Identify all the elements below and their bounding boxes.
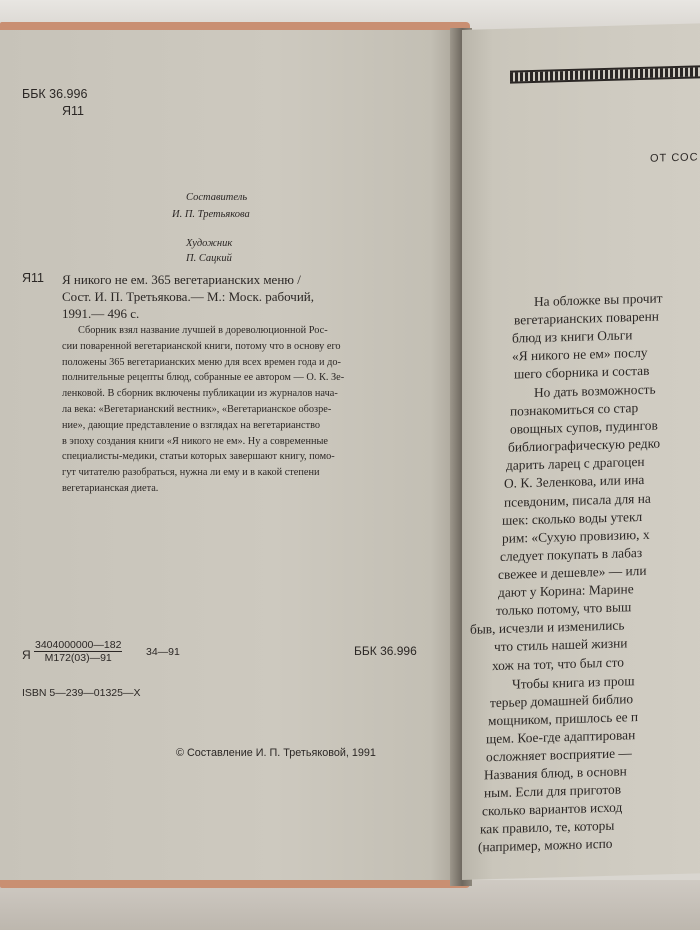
annotation-line: положены 365 вегетарианских меню для всех времен года и до- xyxy=(62,356,341,368)
body-line: терьер домашней библио xyxy=(490,691,634,711)
annotation-line: гут читателю разобраться, нужна ли ему и в какой степени xyxy=(62,467,320,479)
catalog-line: Сост. И. П. Третьякова.— М.: Моск. рабочий, xyxy=(62,289,315,304)
annotation-line: вегетарианская диета. xyxy=(62,482,159,494)
annotation xyxy=(62,323,344,497)
catalog-line: Я никого не ем. 365 вегетарианских меню / xyxy=(62,272,301,287)
annotation-line: ние», дающие представление о взглядах на вегетарианство xyxy=(62,419,321,431)
body-line: Названия блюд, в основн xyxy=(484,763,627,783)
annotation-line: сии поваренной вегетарианской книги, потому что в основу его xyxy=(62,340,341,352)
body-line: вегетарианских поваренн xyxy=(514,308,659,328)
ornamental-border xyxy=(510,64,700,83)
body-line: хож на тот, что был сто xyxy=(492,654,624,674)
catalog-entry xyxy=(62,271,314,322)
annotation-line: ленковой. В сборник включены публикации из журналов нача- xyxy=(62,388,338,400)
body-line: шего сборника и состав xyxy=(514,362,650,382)
right-page xyxy=(462,23,700,880)
index-letter: Я xyxy=(22,648,31,662)
artist-label: Художник xyxy=(186,238,233,249)
compiler-name: И. П. Третьякова xyxy=(172,209,250,220)
artist-name: П. Сацкий xyxy=(186,253,232,264)
annotation-line: в эпоху создания книги «Я никого не ем». Ну а современные xyxy=(62,435,328,447)
body-line: свежее и дешевле» — или xyxy=(498,562,647,582)
body-line: Чтобы книга из прош xyxy=(512,673,635,692)
body-line: только потому, что выш xyxy=(496,599,632,619)
body-line: мощником, пришлось ее п xyxy=(488,709,639,729)
body-line: О. К. Зеленкова, или ина xyxy=(504,471,645,491)
body-line: (например, можно испо xyxy=(478,835,613,855)
body-line: библиографическую редко xyxy=(508,435,661,455)
author-mark: Я11 xyxy=(62,104,85,118)
annotation-line: ла века: «Вегетарианский вестник», «Вегетарианское обозре- xyxy=(62,403,332,415)
annotation-line: специалисты-медики, статьи которых завершают книгу, помо- xyxy=(62,451,335,463)
body-line: рим: «Сухую провизию, х xyxy=(502,526,650,546)
body-line: блюд из книги Ольги xyxy=(512,327,633,346)
body-line: как правило, те, которы xyxy=(480,817,615,837)
index-bbk: ББК 36.996 xyxy=(354,644,417,658)
body-line: дарить ларец с драгоцен xyxy=(506,453,645,473)
left-page xyxy=(0,30,458,880)
annotation-line: Сборник взял название лучшей в дореволюционной Рос- xyxy=(78,325,328,336)
catalog-line: 1991.— 496 с. xyxy=(62,306,140,321)
body-line: что стиль нашей жизни xyxy=(494,635,628,655)
compiler-label: Составитель xyxy=(186,192,248,203)
body-line: быв, исчезли и изменились xyxy=(470,617,625,637)
index-suffix: 34—91 xyxy=(146,646,180,658)
body-line: овощных супов, пудингов xyxy=(510,417,658,437)
catalog-mark: Я11 xyxy=(22,271,45,285)
body-line: ным. Если для приготов xyxy=(484,781,622,801)
body-line: шек: сколько воды утекл xyxy=(502,508,643,528)
body-line: следует покупать в лабаз xyxy=(500,544,643,564)
index-denominator: М172(03)—91 xyxy=(44,652,112,664)
body-line: На обложке вы прочит xyxy=(534,290,663,309)
index-fraction xyxy=(34,639,122,664)
body-line: сколько вариантов исход xyxy=(482,799,623,819)
body-line: псевдоним, писала для на xyxy=(504,490,651,510)
section-header: ОТ СОС xyxy=(650,151,699,165)
annotation-line: полнительные рецепты блюд, собранные ее автором — О. К. Зе- xyxy=(62,372,345,384)
copyright: © Составление И. П. Третьяковой, 1991 xyxy=(176,747,376,759)
body-line: «Я никого не ем» послу xyxy=(512,344,648,364)
body-line: познакомиться со стар xyxy=(510,400,639,419)
body-line: щем. Кое-где адаптирован xyxy=(486,727,636,747)
isbn: ISBN 5—239—01325—X xyxy=(22,687,141,699)
bbk-code: ББК 36.996 xyxy=(22,87,88,101)
body-line: Но дать возможность xyxy=(534,381,656,400)
body-line: дают у Корина: Марине xyxy=(498,581,634,600)
body-line: осложняет восприятие — xyxy=(486,745,632,765)
index-numerator: 3404000000—182 xyxy=(35,639,122,651)
